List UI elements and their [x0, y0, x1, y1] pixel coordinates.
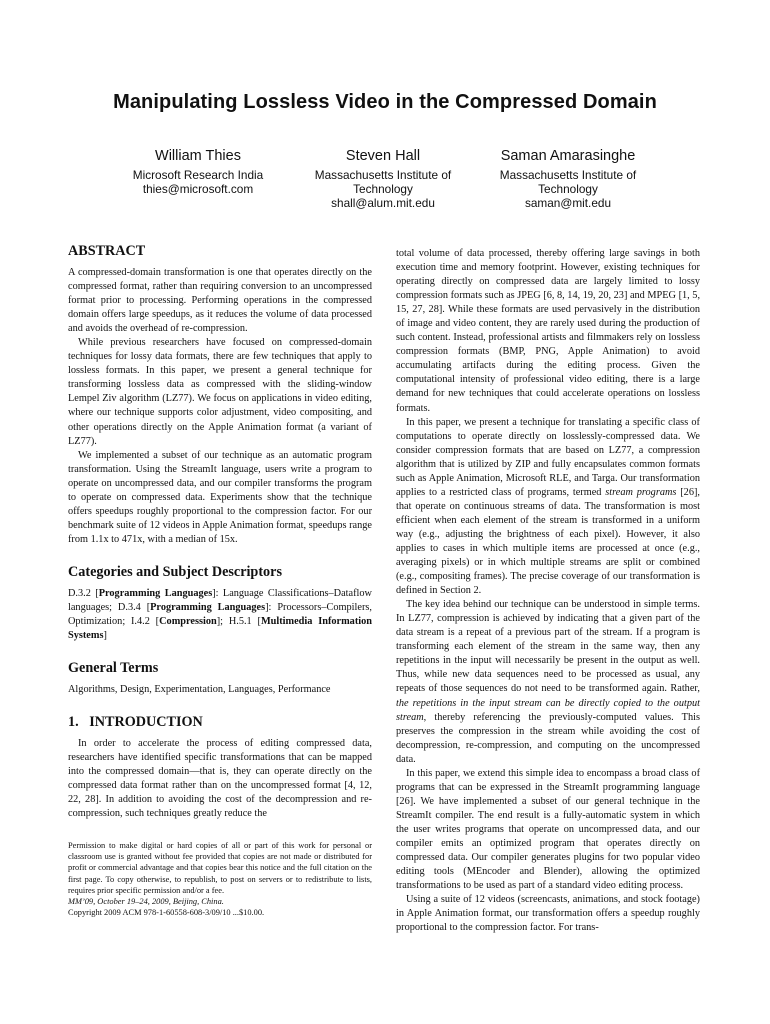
body-text: In this paper, we present a technique for translating a specific class of computations to operate directly on losslessly-compressed data. We consider compression formats that are based on LZ77, a compression algorithm that is utilized by ZIP and fully encapsulates common formats such as Apple Animation, Microsoft RLE, and Targa. Our transformation applies to a restricted class of programs, termed [396, 416, 700, 498]
author-email: thies@microsoft.com [142, 182, 254, 196]
general-terms-section [68, 659, 372, 697]
paper-title: Manipulating Lossless Video in the Compressed Domain [113, 91, 657, 113]
footnote-permission: Permission to make digital or hard copies of all or part of this work for personal or classroom use is granted without fee provided that copies are not made or distributed for profit or commercial advantage and that copies bear this notice and the full citation on the first page. To copy otherwise, to republish, to post on servers or to redistribute to lists, requires prior specific permission and/or a fee. [68, 841, 372, 895]
author-affiliation: Massachusetts Institute of [314, 168, 452, 182]
body-text: total volume of data processed, thereby offering large savings in both execution time and memory footprint. However, existing techniques for operating directly on compressed data are largely limited to lossy compression formats such as JPEG [6, 8, 14, 19, 20, 23] and MPEG [1, 5, 15, 27, 28]. While these formats are used pervasively in the distribution of image and video content, they are rarely used during the production of such content. Instead, professional artists and filmmakers rely on lossless compression formats (BMP, PNG, Apple Animation) to avoid accumulating artifacts during the editing process. Given the computational intensity of professional video editing, there is a large demand for new techniques that could accelerate operations on lossless formats. [396, 248, 701, 414]
author-name: William Thies [155, 148, 241, 164]
left-column [68, 242, 372, 837]
right-column [396, 247, 700, 935]
author-affiliation: Technology [353, 182, 413, 196]
categories-section [68, 563, 372, 643]
categories-heading: Categories and Subject Descriptors [68, 563, 282, 580]
categories-text [68, 587, 372, 643]
body-text: In this paper, we extend this simple idea to encompass a broad class of programs that can be expressed in the StreamIt programming language [26]. We have implemented a subset of our general technique in the StreamIt compiler. The end result is a fully-automatic system in which the user writes programs that operate on uncompressed data, and our compiler emits an optimized program that operates directly on compressed data. Our compiler generates plugins for two popular video editing tools (MEncoder and Blender), allowing the optimized transformations to be used as part of a standard video editing process. [396, 767, 700, 892]
category-text: ]: Language Classifications–Dataflow languages; D.3.4 [ [68, 587, 372, 613]
introduction-section [68, 713, 372, 821]
body-text: [26], that operate on continuous streams of data. The transformation is most efficient when each element of the stream is transformed in a uniform way (e.g., adjusting the brightness of each pixel). However, it also applies to cases in which multiple items are processed at once (e.g., averaging pixels) or in which multiple streams are split or combined (e.g., compositing frames). The precise coverage of our transformation is defined in Section 2. [396, 486, 700, 597]
emphasis-text: the repetitions in the input stream can be directly copied to the output stream [396, 697, 700, 723]
author-affiliation: Microsoft Research India [132, 168, 264, 182]
author-name: Saman Amarasinghe [500, 148, 636, 164]
abstract-section [68, 242, 372, 547]
body-text: Using a suite of 12 videos (screencasts, animations, and stock footage) in Apple Animation format, our transformation offers a speedup roughly proportional to the compression factor. For trans- [396, 894, 700, 934]
footnote-conference: MM’09, October 19–24, 2009, Beijing, China. [68, 897, 224, 907]
category-text: D.3.2 [ [68, 587, 99, 599]
body-paragraph [396, 893, 700, 935]
body-paragraph [396, 767, 700, 893]
body-paragraph [396, 598, 700, 767]
author-affiliation: Massachusetts Institute of [499, 168, 637, 182]
body-paragraph [396, 247, 700, 416]
abstract-heading: ABSTRACT [68, 243, 146, 259]
emphasis-text: stream programs [605, 486, 677, 498]
introduction-paragraph: In order to accelerate the process of editing compressed data, researchers have identified specific transformations that can be mapped into the compressed domain—that is, they can operate directly on the compressed data format rather than on the uncompressed format [4, 12, 22, 28]. In addition to avoiding the cost of the decompression and re-compression, such techniques greatly reduce the [68, 738, 372, 820]
footnote-copyright: Copyright 2009 ACM 978-1-60558-608-3/09/10 ...$10.00. [68, 908, 265, 918]
category-text: ]; H.5.1 [ [216, 616, 261, 628]
abstract-paragraph: We implemented a subset of our technique as an automatic program transformation. Using the StreamIt language, users write a program to operate on uncompressed data, and our compiler transforms the program to operate on compressed data. Experiments show that the technique offers speedups roughly proportional to the compression factor. For our benchmark suite of 12 videos in Apple Animation format, speedups range from 1.1x to 471x, with a median of 15x. [68, 449, 372, 545]
general-terms-heading: General Terms [68, 660, 159, 677]
category-term: Multimedia Information Systems [68, 616, 372, 642]
body-paragraph [396, 416, 700, 599]
author-name: Steven Hall [345, 148, 421, 164]
author-email: saman@mit.edu [524, 196, 612, 210]
category-text: ] [103, 630, 107, 642]
general-terms-text: Algorithms, Design, Experimentation, Languages, Performance [68, 684, 331, 696]
author-affiliation: Technology [538, 182, 598, 196]
author-block [0, 146, 770, 216]
abstract-paragraph: A compressed-domain transformation is one that operates directly on the compressed format, rather than requiring conversion to an uncompressed format prior to processing. Performing operations in the compressed domain offers large speedups, as it reduces the volume of data processed and avoids the overhead of re-compression. [68, 267, 372, 335]
category-term: Compression [159, 616, 217, 628]
abstract-paragraph: While previous researchers have focused on compressed-domain techniques for lossy data formats, there are few techniques that apply to lossless formats. In this paper, we present a general technique for transforming lossless data as compressed with the sliding-window Lempel Ziv algorithm (LZ77). We focus on applications in video editing, where our technique supports color adjustment, video compositing, and other operations directly on the Apple Animation format (a variant of LZ77). [68, 337, 372, 447]
body-text: The key idea behind our technique can be understood in simple terms. In LZ77, compression is achieved by indicating that a given part of the data stream is a repeat of a previous part of the stream. If a program is transforming each element of the stream in the same way, then any repetitions in the input will necessarily be present in the output as well. Thus, while new data sequences need to be processed as usual, any repeats of those sequences do not need to be transformed again. Rather, [396, 599, 700, 695]
body-text: , thereby referencing the previously-computed values. This preserves the compression in the stream while avoiding the cost of decompression, re-compression, and computing on the uncompressed data. [396, 711, 700, 765]
author-email: shall@alum.mit.edu [331, 196, 435, 210]
category-term: Programming Languages [150, 601, 266, 613]
category-text: ]: Processors–Compilers, Optimization; I.4.2 [ [68, 601, 372, 628]
introduction-heading: 1. INTRODUCTION [68, 714, 203, 731]
author-amarasinghe [458, 146, 678, 210]
permission-footnote [68, 840, 372, 918]
category-term: Programming Languages [98, 587, 213, 599]
